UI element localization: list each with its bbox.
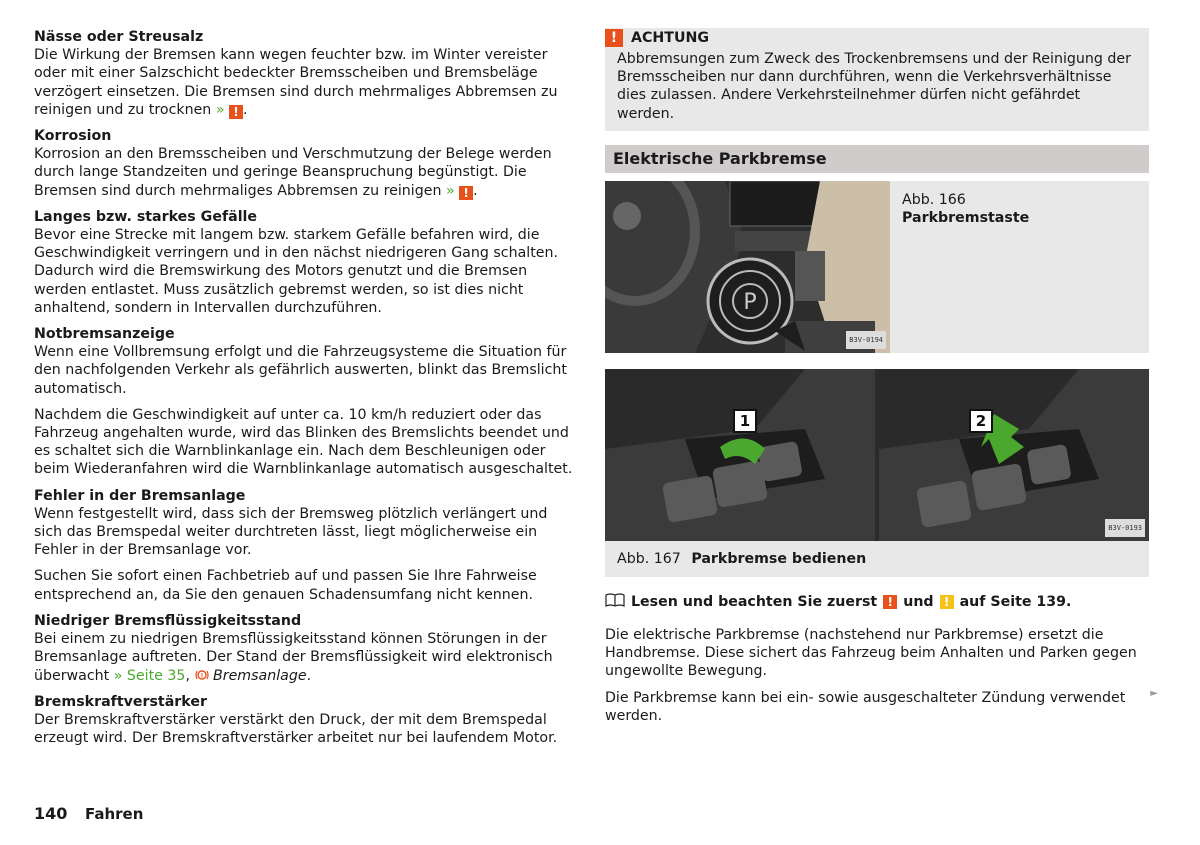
dashboard-illustration <box>605 181 890 353</box>
section-title: Bremskraftverstärker <box>34 693 207 710</box>
section-korrosion <box>34 127 579 200</box>
figure-167-caption <box>605 541 1149 577</box>
warning-title: ACHTUNG <box>631 29 709 46</box>
figure-title: Parkbremstaste <box>902 210 1030 227</box>
section-notbremsanzeige <box>34 325 579 479</box>
figure-number: Abb. 166 <box>902 191 966 208</box>
step-tag-2: 2 <box>969 409 993 433</box>
paragraph: Suchen Sie sofort einen Fachbetrieb auf und passen Sie Ihre Fahrweise entsprechend an, da Sie den genauen Schadensumfang nicht kennen. <box>34 568 537 603</box>
reference-line: Lesen und beachten Sie zuerst ! und ! auf Seite 139. <box>605 593 1149 612</box>
figure-number: Abb. 167 <box>617 550 681 567</box>
pull-switch-illustration <box>605 369 875 541</box>
section-bremskraftverstaerker <box>34 693 579 748</box>
caution-icon[interactable]: ! <box>940 595 954 609</box>
svg-text:!: ! <box>200 672 203 679</box>
figure-code: B3V-0194 <box>846 331 886 349</box>
paragraph: Wenn festgestellt wird, dass sich der Bremsweg plötzlich verlängert und sich das Bremspedal weiter durchtreten lässt, liegt möglicherweise ein Fehler in der Bremsanlage vor. <box>34 505 548 559</box>
xref-arrow[interactable]: » <box>445 182 455 199</box>
chapter-name: Fahren <box>84 805 144 823</box>
brake-warning-icon <box>195 668 209 684</box>
italic-ref: Bremsanlage <box>213 667 307 684</box>
step-tag-1: 1 <box>733 409 757 433</box>
parking-brake-button-image <box>605 181 890 353</box>
section-title: Korrosion <box>34 128 112 145</box>
svg-text:P: P <box>743 289 757 315</box>
section-naesse <box>34 28 579 119</box>
book-icon <box>605 593 625 612</box>
paragraph: Bevor eine Strecke mit langem bzw. starkem Gefälle befahren wird, die Geschwindigkeit verringern und in den nächst niedrigeren Gang schalten. Dadurch wird die Bremswirkung des Motors genutzt und die Bremsen werden entlastet. Muss zusätzlich gebremst werden, so ist dies nicht anhaltend, sondern in Intervallen durchzuführen. <box>34 227 559 316</box>
figure-167 <box>605 369 1149 541</box>
figure-code: B3V-0193 <box>1105 519 1145 537</box>
paragraph: Die Wirkung der Bremsen kann wegen feuchter bzw. im Winter vereister oder mit einer Salzschicht bedeckter Bremsscheiben und Bremsbeläge verzögert einsetzen. Die Bremsen sind durch mehrmaliges Abbremsen zu reinigen und zu trocknen » ! . <box>34 47 558 119</box>
warning-icon: ! <box>605 29 623 47</box>
section-title: Niedriger Bremsflüssigkeitsstand <box>34 612 302 629</box>
section-title: Langes bzw. starkes Gefälle <box>34 208 258 225</box>
paragraph: Die elektrische Parkbremse (nachstehend nur Parkbremse) ersetzt die Handbremse. Diese sichert das Fahrzeug beim Anhalten und Parken gegen ungewollte Bewegung. <box>605 627 1137 680</box>
paragraph: Korrosion an den Bremsscheiben und Verschmutzung der Belege werden durch lange Standzeiten und geringe Beanspruchung begünstigt. Die Bremsen sind durch mehrmaliges Abbremsen zu reinigen » ! . <box>34 146 552 200</box>
paragraph: Nachdem die Geschwindigkeit auf unter ca. 10 km/h reduziert oder das Fahrzeug angehalten wurde, wird das Blinken des Bremslichts beendet und es schaltet sich die Warnblinkanlage ein. Nach dem Beschleunigen oder beim Wiederanfahren wird die Warnblinkanlage automatisch ausgeschaltet. <box>34 406 573 478</box>
warning-icon[interactable]: ! <box>883 595 897 609</box>
warning-text: Abbremsungen zum Zweck des Trockenbremsens und der Reinigung der Bremsscheiben nur dann durchführen, wenn die Verkehrsverhältnisse dies zulassen. Andere Verkehrsteilnehmer dürfen nicht gefährdet werden. <box>617 51 1131 122</box>
warning-icon[interactable]: ! <box>459 186 473 200</box>
xref-arrow[interactable]: » <box>215 101 225 118</box>
paragraph: Wenn eine Vollbremsung erfolgt und die Fahrzeugsysteme die Situation für den nachfolgenden Verkehr als gefährlich auswerten, blinkt das Bremslicht automatisch. <box>34 344 567 397</box>
warning-box <box>605 28 1149 131</box>
section-gefaelle <box>34 208 579 317</box>
page-link[interactable]: » Seite 35 <box>113 667 186 684</box>
paragraph: Die Parkbremse kann bei ein- sowie ausgeschalteter Zündung verwendet werden. <box>605 689 1126 724</box>
figure-166-caption <box>890 181 1149 353</box>
section-title: Notbremsanzeige <box>34 326 175 343</box>
paragraph: Der Bremskraftverstärker verstärkt den Druck, der mit dem Bremspedal erzeugt wird. Der Bremskraftverstärker arbeitet nur bei laufendem Motor. <box>34 711 558 747</box>
right-column <box>605 28 1149 733</box>
page-footer <box>34 804 143 823</box>
figure-167-panel-2 <box>879 369 1149 541</box>
section-heading: Elektrische Parkbremse <box>605 145 1149 173</box>
warning-header <box>605 28 1139 48</box>
continue-arrow-icon: ► <box>1150 688 1158 699</box>
figure-166 <box>605 181 1149 353</box>
warning-icon[interactable]: ! <box>229 105 243 119</box>
page-number: 140 <box>34 804 68 823</box>
figure-title: Parkbremse bedienen <box>691 550 867 567</box>
section-title: Nässe oder Streusalz <box>34 29 204 45</box>
section-bremsfluessigkeit <box>34 612 579 685</box>
press-switch-illustration <box>879 369 1149 541</box>
figure-167-panel-1 <box>605 369 875 541</box>
left-column <box>34 28 579 755</box>
section-title: Fehler in der Bremsanlage <box>34 487 246 504</box>
section-fehler <box>34 487 579 604</box>
paragraph: Bei einem zu niedrigen Bremsflüssigkeitsstand können Störungen in der Bremsanlage auftreten. Der Stand der Bremsflüssigkeit wird elektronisch überwacht » Seite 35, ! Bremsanlage. <box>34 631 553 684</box>
